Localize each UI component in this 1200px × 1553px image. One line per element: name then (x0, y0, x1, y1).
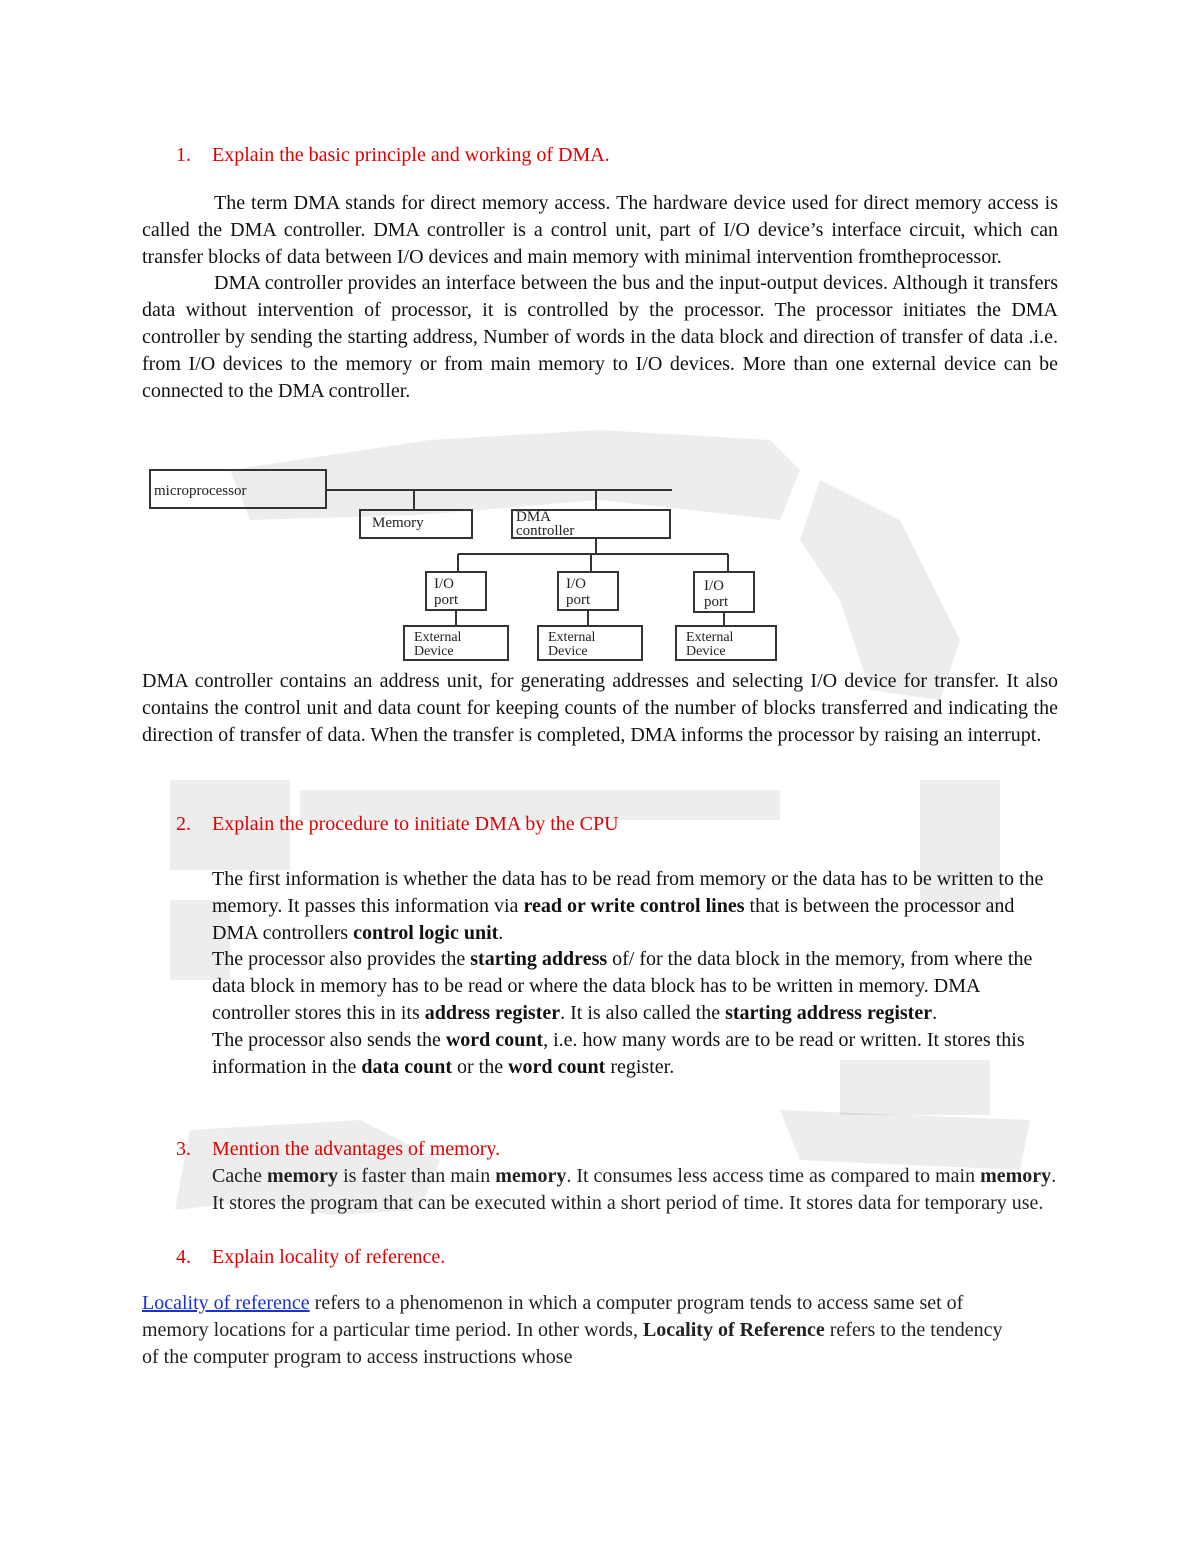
external-label-2: External (548, 630, 596, 645)
question-number: 2. (176, 813, 191, 835)
locality-of-reference-link[interactable]: Locality of reference (142, 1292, 310, 1314)
device-label-2: Device (548, 644, 588, 659)
question-number: 3. (176, 1138, 191, 1160)
question-number: 4. (176, 1246, 191, 1268)
dma-units-paragraph: DMA controller contains an address unit, for generating addresses and selecting I/O device for transfer. It also contains the control unit and data count for keeping counts of the number of blocks transferred and indicating the direction of transfer of data. When the transfer is completed, DMA informs the processor by raising an interrupt. (142, 670, 1058, 746)
read-write-paragraph: The first information is whether the data has to be read from memory or the data has to be written to the memory. It passes this information via read or write control lines that is between the processor and DMA controllers control logic unit. (212, 868, 1044, 944)
external-label-1: External (414, 630, 462, 645)
device-label-3: Device (686, 644, 726, 659)
question-4 (176, 1244, 445, 1271)
question-title: Explain locality of reference. (212, 1246, 446, 1268)
question-2 (176, 811, 619, 838)
answer-3-block (212, 1163, 1062, 1217)
word-count-paragraph: The processor also sends the word count, i.e. how many words are to be read or written. It stores this information in the data count or the word count register. (212, 1028, 1025, 1078)
io-label-2: I/O (566, 576, 586, 592)
locality-paragraph: Locality of reference refers to a phenomenon in which a computer program tends to access same set of memory locations for a particular time period. In other words, Locality of Reference refers to the tendency of the computer program to access instructions whose (142, 1292, 1003, 1368)
question-title: Explain the basic principle and working of DMA. (212, 144, 610, 166)
answer-1-continued (142, 668, 1058, 748)
dma-interface-paragraph: DMA controller provides an interface between the bus and the input-output devices. Although it transfers data without intervention of processor, it is controlled by the processor. The processor initiates the DMA controller by sending the starting address, Number of words in the data block and direction of transfer of data .i.e. from I/O devices to the memory or from main memory to I/O devices. More than one external device can be connected to the DMA controller. (142, 272, 1058, 402)
question-3 (176, 1136, 500, 1163)
cache-memory-paragraph: Cache memory is faster than main memory. It consumes less access time as compared to main memory. It stores the program that can be executed within a short period of time. It stores data for temporary use. (212, 1165, 1057, 1214)
device-label-1: Device (414, 644, 454, 659)
starting-address-paragraph: The processor also provides the starting address of/ for the data block in the memory, from where the data block in memory has to be read or where the data block has to be written in memory. DMA controller stores this in its address register. It is also called the starting address register. (212, 948, 1033, 1024)
answer-1-block (142, 190, 1058, 404)
memory-label: Memory (372, 515, 424, 531)
question-title: Explain the procedure to initiate DMA by the CPU (212, 813, 619, 835)
dma-definition-paragraph: The term DMA stands for direct memory access. The hardware device used for direct memory access is called the DMA controller. DMA controller is a control unit, part of I/O device’s interface circuit, which can transfer blocks of data between I/O devices and main memory with minimal intervention fromtheprocessor. (142, 192, 1058, 268)
question-number: 1. (176, 144, 191, 166)
io-label-3: I/O (704, 578, 724, 594)
dma-block-diagram (148, 462, 788, 668)
port-label-2: port (566, 592, 591, 608)
microprocessor-label: microprocessor (154, 483, 247, 499)
answer-2-block (212, 866, 1062, 1080)
dma-label: DMA (516, 509, 552, 525)
question-title: Mention the advantages of memory. (212, 1138, 501, 1160)
answer-4-block (142, 1290, 1022, 1370)
io-label-1: I/O (434, 576, 454, 592)
port-label-3: port (704, 594, 729, 610)
controller-label: controller (516, 523, 575, 539)
question-1 (176, 142, 610, 169)
external-label-3: External (686, 630, 734, 645)
port-label-1: port (434, 592, 459, 608)
